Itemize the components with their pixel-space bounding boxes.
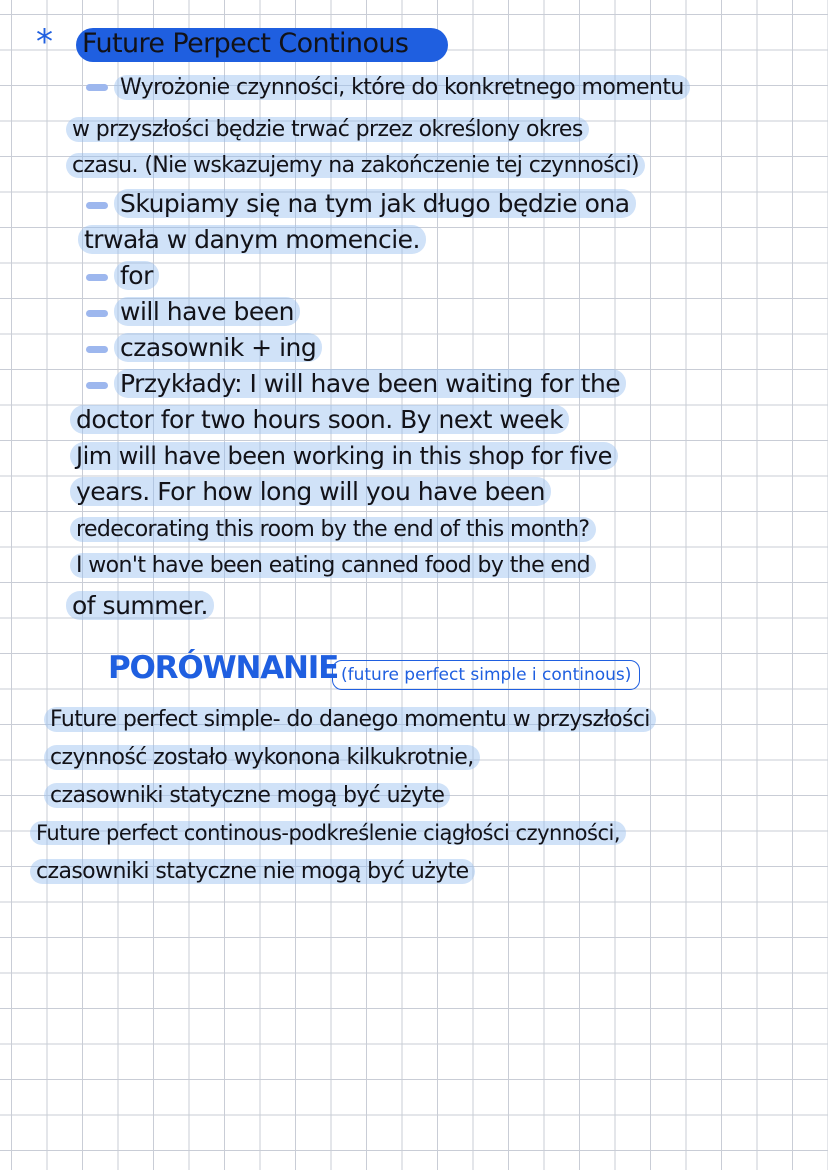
bullet-dash-icon [86, 310, 108, 317]
bullet-dash-icon [86, 274, 108, 281]
example-line: redecorating this room by the end of this month? [70, 512, 596, 546]
form-item: for [86, 260, 159, 292]
comparison-note: (future perfect simple i continous) [332, 660, 640, 690]
bullet-dash-icon [86, 382, 108, 389]
definition-line: Wyrożonie czynności, które do konkretnego momentu [86, 70, 690, 104]
asterisk-icon: * [36, 22, 53, 62]
comparison-line: czasowniki statyczne nie mogą być użyte [30, 854, 475, 888]
comparison-line: Future perfect simple- do danego momentu w przyszłości [44, 702, 656, 736]
form-item: will have been [86, 296, 300, 328]
comparison-line: czasowniki statyczne mogą być użyte [44, 778, 450, 812]
example-line: of summer. [66, 590, 214, 622]
form-item: czasownik + ing [86, 332, 322, 364]
bullet-dash-icon [86, 346, 108, 353]
comparison-line: czynność zostało wykonona kilkukrotnie, [44, 740, 480, 774]
page-title: Future Perpect Continous [82, 28, 409, 59]
example-line: years. For how long will you have been [70, 476, 551, 508]
bullet-dash-icon [86, 202, 108, 209]
example-line: I won't have been eating canned food by the end [70, 548, 596, 582]
definition-line: czasu. (Nie wskazujemy na zakończenie tej czynności) [66, 148, 645, 182]
comparison-line: Future perfect continous-podkreślenie ciągłości czynności, [30, 816, 626, 849]
definition-line: w przyszłości będzie trwać przez określony okres [66, 112, 589, 146]
bullet-dash-icon [86, 84, 108, 91]
definition-line: Skupiamy się na tym jak długo będzie ona [86, 188, 636, 220]
example-line: Przykłady: I will have been waiting for the [86, 368, 626, 400]
comparison-heading: PORÓWNANIE [108, 650, 339, 686]
example-line: doctor for two hours soon. By next week [70, 404, 569, 436]
example-line: Jim will have been working in this shop for five [70, 440, 618, 472]
definition-line: trwała w danym momencie. [78, 224, 426, 256]
